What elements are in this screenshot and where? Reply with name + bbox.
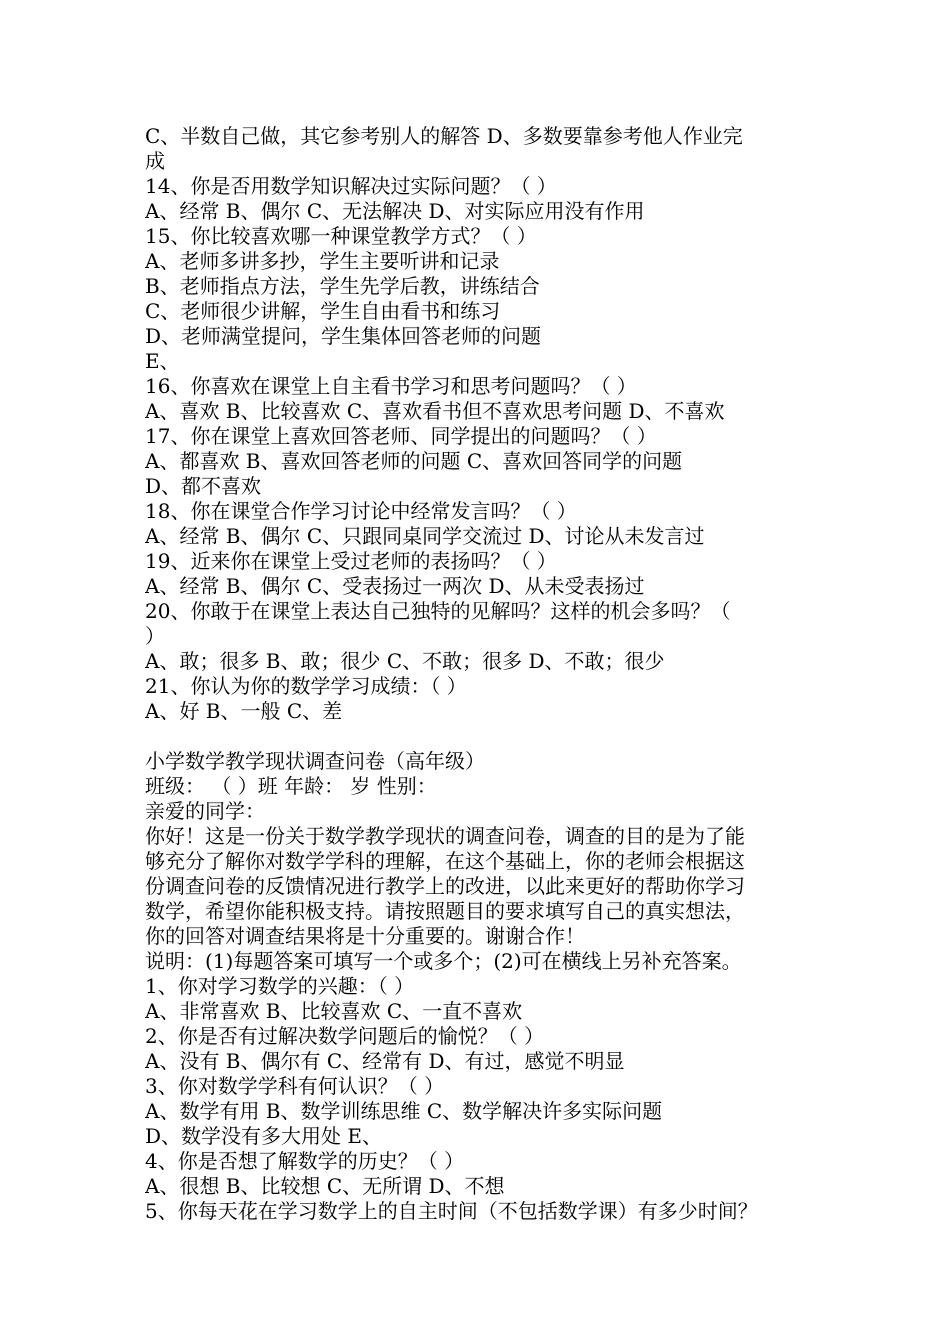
question-1: 1、你对学习数学的兴趣：（ ） [145,974,415,998]
question-15: 15、你比较喜欢哪一种课堂教学方式？（ ） [145,224,537,248]
question-2: 2、你是否有过解决数学问题后的愉悦？（ ） [145,1024,545,1048]
question-18-options: A、经常 B、偶尔 C、只跟同桌同学交流过 D、讨论从未发言过 [145,524,705,548]
question-4: 4、你是否想了解数学的历史？（ ） [145,1149,465,1173]
survey-title: 小学数学教学现状调查问卷（高年级） [145,749,485,773]
intro-paragraph-line: 你好！这是一份关于数学教学现状的调查问卷，调查的目的是为了能 [145,824,745,848]
question-20-options: A、敢；很多 B、敢；很少 C、不敢；很多 D、不敢；很少 [145,649,665,673]
question-19: 19、近来你在课堂上受过老师的表扬吗？（ ） [145,549,557,573]
question-5: 5、你每天花在学习数学上的自主时间（不包括数学课）有多少时间？ [145,1199,758,1223]
question-16: 16、你喜欢在课堂上自主看书学习和思考问题吗？（ ） [145,374,637,398]
intro-paragraph-line: 数学，希望你能积极支持。请按照题目的要求填写自己的真实想法， [145,899,745,923]
question-17: 17、你在课堂上喜欢回答老师、同学提出的问题吗？（ ） [145,424,657,448]
question-3: 3、你对数学学科有何认识？（ ） [145,1074,445,1098]
question-14-options: A、经常 B、偶尔 C、无法解决 D、对实际应用没有作用 [145,199,645,223]
question-3-options-continued: D、数学没有多大用处 E、 [145,1124,382,1148]
question-17-option-d: D、都不喜欢 [145,474,262,498]
question-15-option-e: E、 [145,349,180,373]
question-2-options: A、没有 B、偶尔有 C、经常有 D、有过，感觉不明显 [145,1049,625,1073]
text-line: 成 [145,149,165,173]
greeting: 亲爱的同学： [145,799,265,823]
text-line: C、半数自己做，其它参考别人的解答 D、多数要靠参考他人作业完 [145,124,743,148]
question-3-options: A、数学有用 B、数学训练思维 C、数学解决许多实际问题 [145,1099,663,1123]
question-20: 20、你敢于在课堂上表达自己独特的见解吗？这样的机会多吗？（ [145,599,731,623]
question-18: 18、你在课堂合作学习讨论中经常发言吗？（ ） [145,499,577,523]
blank-line [145,724,813,749]
intro-paragraph-line: 够充分了解你对数学学科的理解，在这个基础上，你的老师会根据这 [145,849,745,873]
question-4-options: A、很想 B、比较想 C、无所谓 D、不想 [145,1174,505,1198]
question-17-options: A、都喜欢 B、喜欢回答老师的问题 C、喜欢回答同学的问题 [145,449,683,473]
question-19-options: A、经常 B、偶尔 C、受表扬过一两次 D、从未受表扬过 [145,574,645,598]
question-21: 21、你认为你的数学学习成绩：（ ） [145,674,467,698]
question-15-option-a: A、老师多讲多抄，学生主要听讲和记录 [145,249,500,273]
question-21-options: A、好 B、一般 C、差 [145,699,343,723]
instructions: 说明：(1)每题答案可填写一个或多个；(2)可在横线上另补充答案。 [145,949,742,973]
question-14: 14、你是否用数学知识解决过实际问题？（ ） [145,174,557,198]
question-15-option-c: C、老师很少讲解，学生自由看书和练习 [145,299,501,323]
question-1-options: A、非常喜欢 B、比较喜欢 C、一直不喜欢 [145,999,523,1023]
question-20-continued: ） [145,624,165,648]
question-15-option-d: D、老师满堂提问，学生集体回答老师的问题 [145,324,542,348]
question-16-options: A、喜欢 B、比较喜欢 C、喜欢看书但不喜欢思考问题 D、不喜欢 [145,399,725,423]
student-info-line: 班级： （ ）班 年龄： 岁 性别： [145,774,437,798]
document-page [145,124,813,1224]
question-15-option-b: B、老师指点方法，学生先学后教，讲练结合 [145,274,540,298]
intro-paragraph-line: 份调查问卷的反馈情况进行教学上的改进，以此来更好的帮助你学习 [145,874,745,898]
intro-paragraph-line: 你的回答对调查结果将是十分重要的。谢谢合作！ [145,924,585,948]
